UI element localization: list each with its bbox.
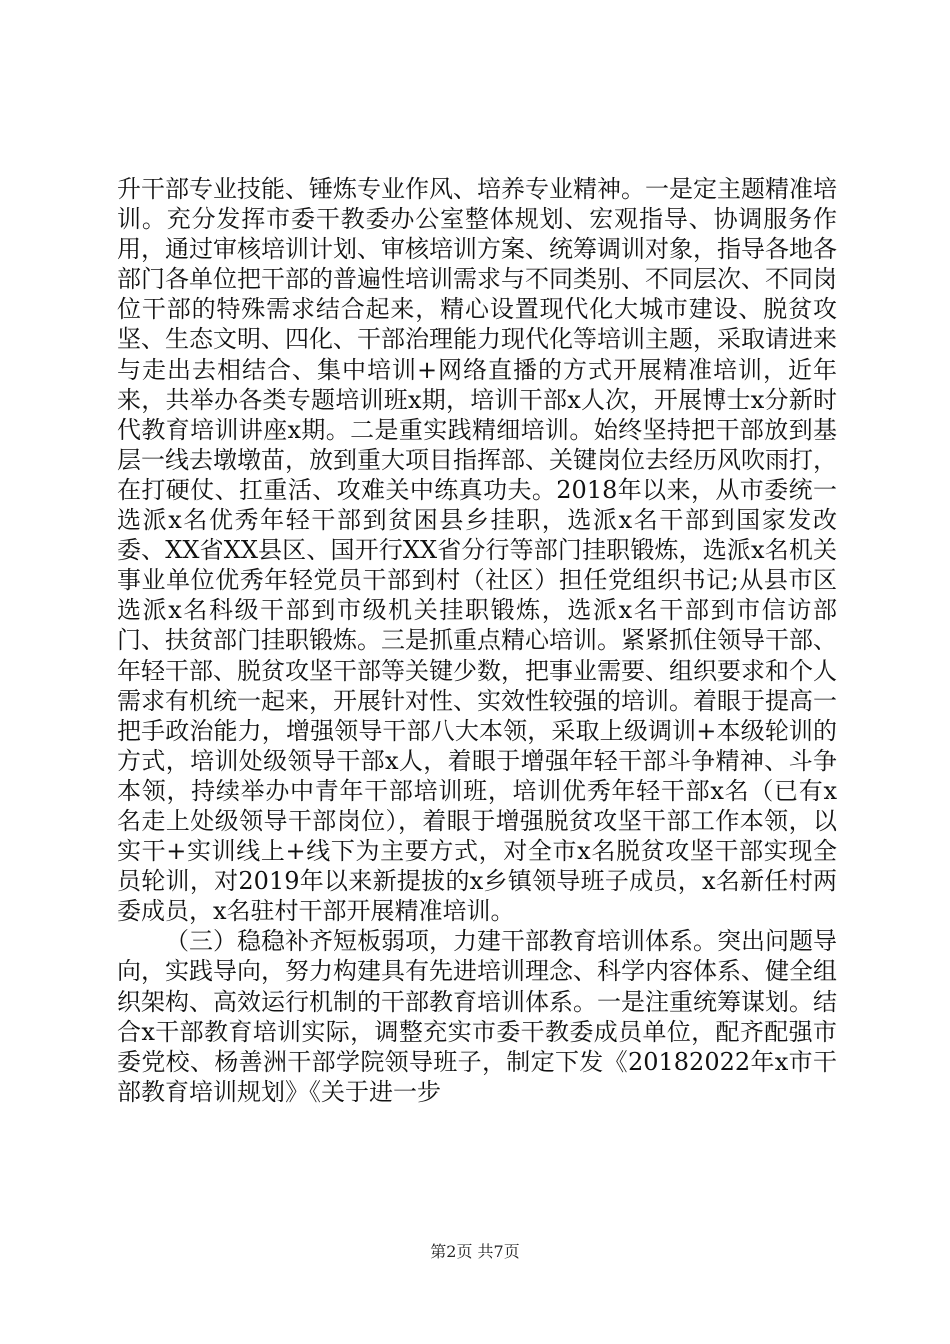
page-footer: 第2页 共7页: [430, 1242, 520, 1261]
document-body: [117, 174, 837, 1107]
paragraph-2: （三）稳稳补齐短板弱项，力建干部教育培训体系。突出问题导向，实践导向，努力构建具有先进培训理念、科学内容体系、健全组织架构、高效运行机制的干部教育培训体系。一是注重统筹谋划。结合x干部教育培训实际，调整充实市委干教委成员单位，配齐配强市委党校、杨善洲干部学院领导班子，制定下发《20182022年x市干部教育培训规划》《关于进一步: [117, 927, 837, 1106]
paragraph-1: 升干部专业技能、锤炼专业作风、培养专业精神。一是定主题精准培训。充分发挥市委干教委办公室整体规划、宏观指导、协调服务作用，通过审核培训计划、审核培训方案、统筹调训对象，指导各地各部门各单位把干部的普遍性培训需求与不同类别、不同层次、不同岗位干部的特殊需求结合起来，精心设置现代化大城市建设、脱贫攻坚、生态文明、四化、干部治理能力现代化等培训主题，采取请进来与走出去相结合、集中培训+网络直播的方式开展精准培训，近年来，共举办各类专题培训班x期，培训干部x人次，开展博士x分新时代教育培训讲座x期。二是重实践精细培训。始终坚持把干部放到基层一线去墩墩苗，放到重大项目指挥部、关键岗位去经历风吹雨打，在打硬仗、扛重活、攻难关中练真功夫。2018年以来，从市委统一选派x名优秀年轻干部到贫困县乡挂职，选派x名干部到国家发改委、XX省XX县区、国开行XX省分行等部门挂职锻炼，选派x名机关事业单位优秀年轻党员干部到村（社区）担任党组织书记;从县市区选派x名科级干部到市级机关挂职锻炼，选派x名干部到市信访部门、扶贫部门挂职锻炼。三是抓重点精心培训。紧紧抓住领导干部、年轻干部、脱贫攻坚干部等关键少数，把事业需要、组织要求和个人需求有机统一起来，开展针对性、实效性较强的培训。着眼于提高一把手政治能力，增强领导干部八大本领，采取上级调训+本级轮训的方式，培训处级领导干部x人，着眼于增强年轻干部斗争精神、斗争本领，持续举办中青年干部培训班，培训优秀年轻干部x名（已有x名走上处级领导干部岗位），着眼于增强脱贫攻坚干部工作本领，以实干+实训线上+线下为主要方式，对全市x名脱贫攻坚干部实现全员轮训，对2019年以来新提拔的x乡镇领导班子成员，x名新任村两委成员，x名驻村干部开展精准培训。: [117, 175, 837, 926]
